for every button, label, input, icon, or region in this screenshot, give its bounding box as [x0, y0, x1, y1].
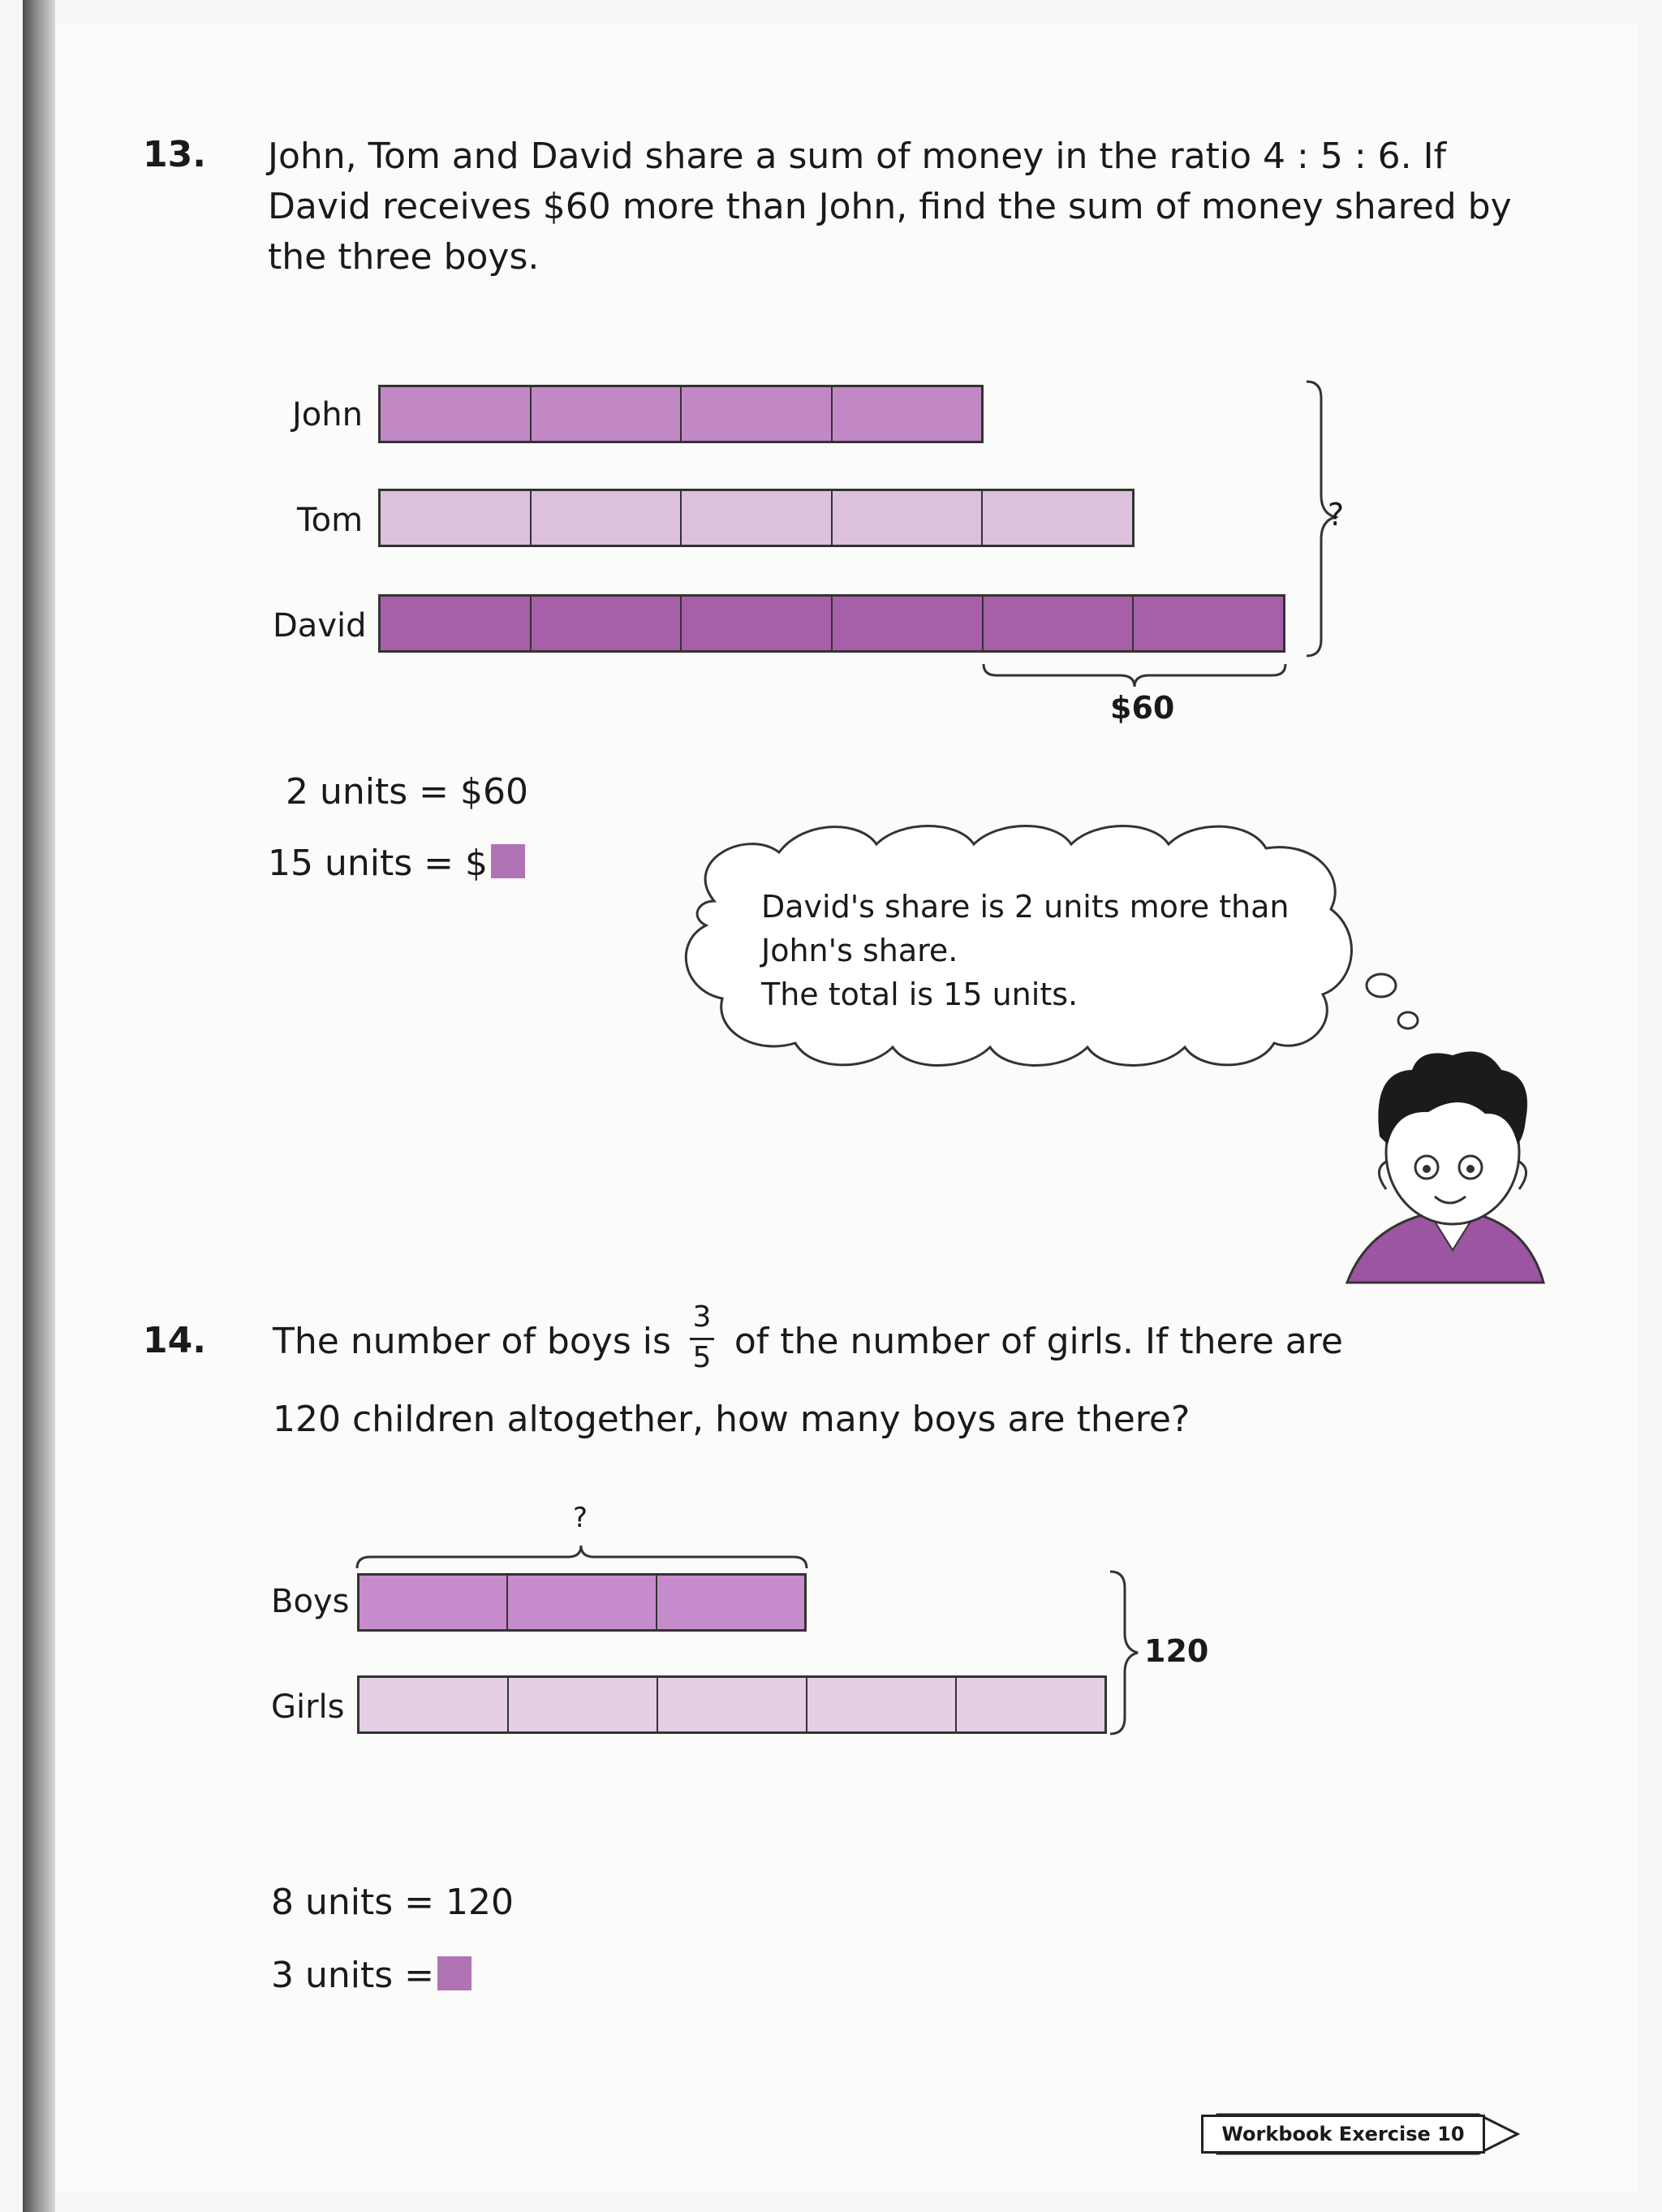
bar-label-boys: Boys: [271, 1583, 350, 1620]
question-14-line-2: 120 children altogether, how many boys are there?: [273, 1399, 1191, 1440]
bar-label-john: John: [292, 396, 363, 433]
thought-line-3: The total is 15 units.: [761, 977, 1079, 1012]
boys-question-mark-14: ?: [573, 1502, 588, 1534]
diff-bracket-13: [984, 664, 1285, 687]
bar-unit: [657, 1576, 804, 1629]
q14-equation-2: [271, 1955, 471, 1996]
q14-equation-2-text: 3 units =: [271, 1955, 435, 1996]
diff-label-13: $60: [1110, 690, 1175, 726]
bar-unit: [509, 1678, 658, 1731]
question-14-text-after: of the number of girls. If there are: [734, 1321, 1343, 1362]
thought-line-2: John's share.: [761, 933, 958, 968]
bar-label-girls: Girls: [271, 1688, 345, 1726]
answer-box-13[interactable]: [491, 844, 525, 878]
thought-text: [761, 885, 1290, 1016]
boys-bracket-14: [357, 1546, 807, 1568]
bar-boys: [357, 1573, 807, 1632]
thought-bubble-small: [1398, 1012, 1418, 1028]
boy-pupil-left: [1423, 1165, 1431, 1173]
q14-equation-1: 8 units = 120: [271, 1882, 514, 1923]
bar-girls: [357, 1675, 1107, 1734]
thought-bubble-large: [1367, 974, 1396, 997]
answer-box-14[interactable]: [437, 1956, 471, 1990]
footer: [1201, 2115, 1532, 2154]
q13-equation-2: [268, 843, 525, 884]
fraction-numerator: 3: [692, 1300, 712, 1334]
question-13-line-3: the three boys.: [268, 236, 540, 278]
bar-unit: [360, 1576, 508, 1629]
footer-label: Workbook Exercise 10: [1201, 2115, 1485, 2154]
question-14-line-1: [273, 1317, 1343, 1367]
total-brace-14: [1110, 1572, 1138, 1734]
bar-unit: [807, 1678, 957, 1731]
boy-pupil-right: [1466, 1165, 1475, 1173]
question-13-number: 13.: [143, 134, 206, 175]
question-13-line-1: John, Tom and David share a sum of money in the ratio 4 : 5 : 6. If: [268, 136, 1447, 177]
thought-line-1: David's share is 2 units more than: [761, 889, 1290, 925]
fraction-bar: [690, 1338, 714, 1340]
question-14-text-before: The number of boys is: [273, 1321, 671, 1362]
total-label-14: 120: [1144, 1633, 1209, 1669]
bar-unit: [508, 1576, 657, 1629]
question-14-number: 14.: [143, 1320, 206, 1361]
fraction-denominator: 5: [692, 1341, 712, 1374]
bar-label-tom: Tom: [297, 502, 364, 539]
question-13-line-2: David receives $60 more than John, find the sum of money shared by: [268, 186, 1512, 227]
bar-unit: [957, 1678, 1104, 1731]
bar-label-david: David: [273, 607, 367, 645]
bar-unit: [360, 1678, 509, 1731]
boy-character: [1347, 1051, 1544, 1283]
bar-unit: [658, 1678, 807, 1731]
total-question-mark-13: ?: [1328, 497, 1345, 533]
q13-equation-2-text: 15 units = $: [268, 843, 488, 884]
q13-equation-1: 2 units = $60: [286, 771, 528, 813]
